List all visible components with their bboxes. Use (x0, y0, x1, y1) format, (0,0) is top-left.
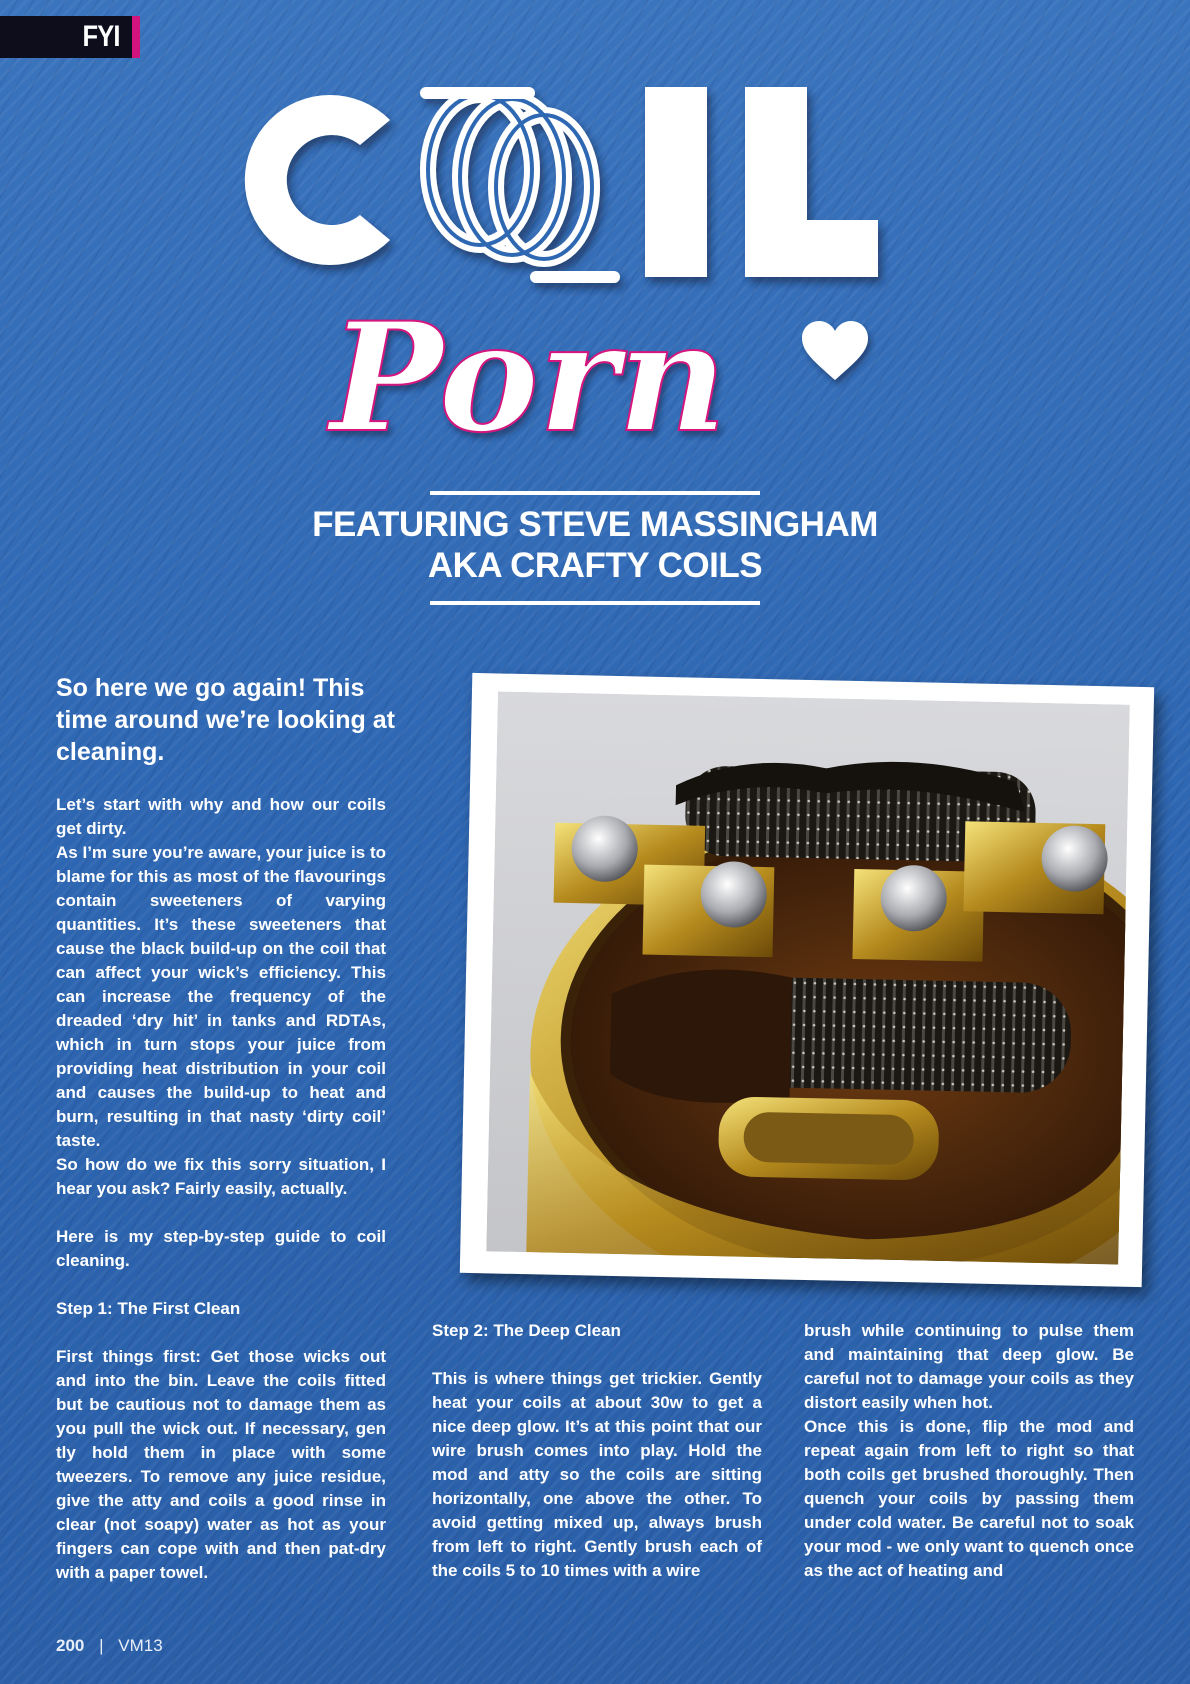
col2-paragraph-1: This is where things get trickier. Gently heat your coils at about 30w to get a nice deep glow. It’s at this point that our wire brush comes into play. Hold the mod and atty so the coils are sitting horizontally, one above the other. To avoid getting mixed up, always brush from left to right. Gently brush each of the coils 5 to 10 times with a wire (432, 1369, 762, 1580)
featuring-line-1: FEATURING STEVE MASSINGHAM (312, 505, 878, 544)
col1-paragraph-3: So how do we fix this sorry situation, I hear you ask? Fairly easily, actually. (56, 1155, 386, 1198)
col3-paragraph-2: Once this is done, flip the mod and repeat again from left to right so that both coils get brushed thoroughly. Then quench your coils by passing them under cold water. Be careful not to soak your mod - we only want to quench once as the act of heating and (804, 1417, 1134, 1580)
article-column-2 (432, 1319, 762, 1583)
title-porn-text: Porn (330, 290, 727, 466)
title-coil-text: COIL (240, 65, 243, 66)
featuring-line-2: AKA CRAFTY COILS (427, 546, 763, 585)
heart-icon (802, 321, 868, 380)
col3-paragraph-1: brush while continuing to pulse them and maintaining that deep glow. Be careful not to damage your coils as they distort easily when hot. (804, 1321, 1134, 1412)
section-tab-label: FYI (82, 20, 120, 53)
section-tab (0, 16, 140, 58)
step-2-heading: Step 2: The Deep Clean (432, 1321, 621, 1340)
col1-paragraph-1: Let’s start with why and how our coils get dirty. (56, 795, 386, 838)
coil-photo-frame (460, 673, 1154, 1287)
col1-paragraph-5: First things first: Get those wicks out and into the bin. Leave the coils fitted but be cautious not to damage them as you pull the wick out. If necessary, gen tly hold them in place with some tweezers. To remove any juice residue, give the atty and coils a good rinse in clear (not soapy) water as hot as your fingers can cope with and then pat-dry with a paper towel. (56, 1347, 386, 1582)
page-number: 200 (56, 1636, 85, 1655)
footer-separator: | (99, 1636, 104, 1655)
article-column-1 (56, 793, 386, 1585)
step-1-heading: Step 1: The First Clean (56, 1299, 241, 1318)
col1-paragraph-2: As I’m sure you’re aware, your juice is to blame for this as most of the flavourings contain sweeteners of varying quantities. It’s these sweeteners that cause the black build-up on the coil that can affect your wick’s efficiency. This can increase the frequency of the dreaded ‘dry hit’ in tanks and RDTAs, which in turn stops your juice from providing heat distribution in your coil and causes the build-up to heat and burn, resulting in that nasty ‘dirty coil’ taste. (56, 843, 386, 1150)
col1-paragraph-4: Here is my step-by-step guide to coil cleaning. (56, 1227, 386, 1270)
title-porn-graphic (310, 290, 910, 470)
divider-top (430, 491, 760, 495)
coil-photo (486, 691, 1130, 1264)
title-coil-graphic (240, 65, 940, 305)
divider-bottom (430, 601, 760, 605)
page-footer (56, 1636, 163, 1656)
issue-label: VM13 (118, 1636, 163, 1655)
article-column-3 (804, 1319, 1134, 1583)
lead-paragraph: So here we go again! This time around we’re looking at cleaning. (56, 674, 395, 766)
